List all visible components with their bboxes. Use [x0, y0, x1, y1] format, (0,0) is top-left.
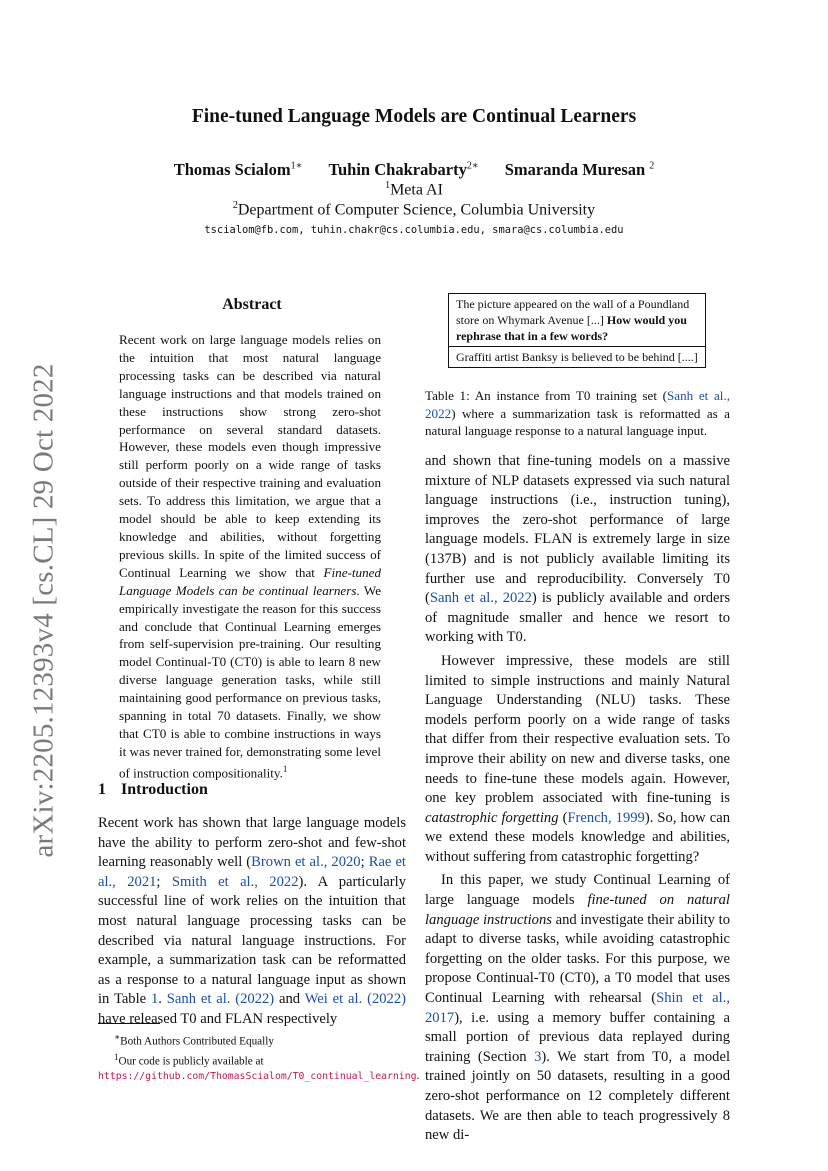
footnote-marker[interactable]: 1 [282, 763, 288, 774]
footnotes [98, 1030, 420, 1084]
citation-link[interactable]: Rae et al., 2021 [98, 854, 406, 890]
author: Tuhin Chakrabarty$^{2∗}$ [328, 160, 479, 179]
table-1 [448, 293, 706, 368]
paragraph: In this paper, we study Continual Learning of large language models fine-tuned on natural language instructions and investigate their ability to adapt to diverse tasks, while avoiding catastrophic forgetting on the older tasks. For this purpose, we propose Continual-T0 (CT0), a T0 model that uses Continual Learning with rehearsal (Shin et al., 2017), i.e. using a memory buffer containing a small portion of previous data replayed during training (Section 3). We start from T0, a model trained jointly on 50 datasets, resulting in a good zero-shot performance on 12 completely different datasets. We are then able to teach progressively 8 new di- [425, 872, 731, 1144]
code-repository-link[interactable]: https://github.com/ThomasScialom/T0_continual_learning [98, 1071, 417, 1083]
arxiv-identifier-text: arXiv:2205.12393v4 [cs.CL] 29 Oct 2022 [27, 362, 60, 858]
abstract-heading: Abstract [222, 296, 282, 313]
footnote: ∗Both Authors Contributed Equally [114, 1032, 274, 1048]
citation-link[interactable]: Shin et al., 2017 [425, 990, 730, 1026]
citation-link[interactable]: French, 1999 [567, 809, 645, 826]
citation-link[interactable]: Sanh et al., 2022 [425, 388, 730, 421]
paper-title: Fine-tuned Language Models are Continual Learners [191, 106, 637, 127]
table-reference-link[interactable]: 1 [151, 991, 159, 1008]
abstract-text: Recent work on large language models relies on the intuition that most natural language processing tasks can be described via natural language instructions and that models trained on these instructions show strong zero-shot performance on several standard datasets. However, these models even though impressive still perform poorly on a wide range of tasks outside of their respective training and evaluation sets. To address this limitation, we argue that a model should be able to keep extending its knowledge and abilities, without forgetting previous skills. In spite of the limited success of Continual Learning we show that Fine-tuned Language Models can be continual learners. We empirically investigate the reason for this success and conclude that Continual Learning emerges from self-supervision pre-training. Our resulting model Continual-T0 (CT0) is able to learn 8 new diverse language generation tasks, while still maintaining good performance on previous tasks, spanning in total 70 datasets. Finally, we show that CT0 is able to combine instructions in ways it was never trained for, demonstrating some level of instruction compositionality.$^1$ [119, 332, 382, 781]
section-heading-introduction: 1 Introduction [98, 781, 208, 798]
table-input-cell: The picture appeared on the wall of a Poundland store on Whymark Avenue [...] How would you rephrase that in a few words? [456, 297, 690, 343]
author: Smaranda Muresan $^2$ [504, 160, 655, 179]
paragraph: However impressive, these models are still limited to simple instructions and mainly Natural Language Understanding (NLU) tasks. These models perform poorly on a wide range of tasks that differ from their respective evaluation sets. To improve their ability on new and diverse tasks, one needs to fine-tune these models again. However, one key problem associated with fine-tuning is catastrophic forgetting (French, 1999). So, how can we extend these models knowledge and abilities, without suffering from catastrophic forgetting? [425, 652, 730, 865]
author-emails[interactable]: tscialom@fb.com, tuhin.chakr@cs.columbia.edu, smara@cs.columbia.edu [204, 224, 624, 236]
introduction-continued [425, 452, 730, 1146]
paragraph: and shown that fine-tuning models on a massive mixture of NLP datasets expressed via such natural language instructions (i.e., instruction tuning), improves the zero-shot performance of large language models. FLAN is extremely large in size (137B) and is not publicly available limiting its further use and reproducibility. Conversely T0 (Sanh et al., 2022) is publicly available and orders of magnitude smaller and hence we resort to working with T0. [425, 453, 731, 646]
affiliation: $^2$Department of Computer Science, Columbia University [232, 200, 596, 219]
citation-link[interactable]: Sanh et al., 2022 [429, 590, 532, 607]
arxiv-identifier [22, 362, 66, 858]
table-output-cell: Graffiti artist Banksy is believed to be behind [....] [449, 346, 705, 367]
citation-link[interactable]: Wei et al. (2022) [304, 991, 406, 1008]
table-caption: Table 1: An instance from T0 training set (Sanh et al., 2022) where a summarization task is reformatted as a natural language response to a natural language input. [425, 388, 730, 439]
author-list [0, 160, 828, 180]
footnote: $^1$Our code is publicly available at https://github.com/ThomasScialom/T0_continual_learning. [98, 1051, 420, 1083]
citation-link[interactable]: Sanh et al. (2022) [166, 991, 275, 1008]
footnote-divider [98, 1023, 160, 1024]
introduction-paragraph: Recent work has shown that large language models have the ability to perform zero-shot and few-shot learning reasonably well (Brown et al., 2020; Rae et al., 2021; Smith et al., 2022). A particularly successful line of work relies on the intuition that most natural language processing tasks can be described via natural language instructions. For example, a summarization task can be reformatted as a response to a natural language input as shown in Table 1. Sanh et al. (2022) and Wei et al. (2022) have released T0 and FLAN respectively [98, 815, 406, 1027]
citation-link[interactable]: Brown et al., 2020 [251, 854, 361, 871]
citation-link[interactable]: Smith et al., 2022 [171, 873, 299, 890]
author: Thomas Scialom$^{1∗}$ [173, 160, 303, 179]
affiliation: $^1$Meta AI [385, 180, 443, 199]
section-reference-link[interactable]: 3 [534, 1048, 542, 1065]
